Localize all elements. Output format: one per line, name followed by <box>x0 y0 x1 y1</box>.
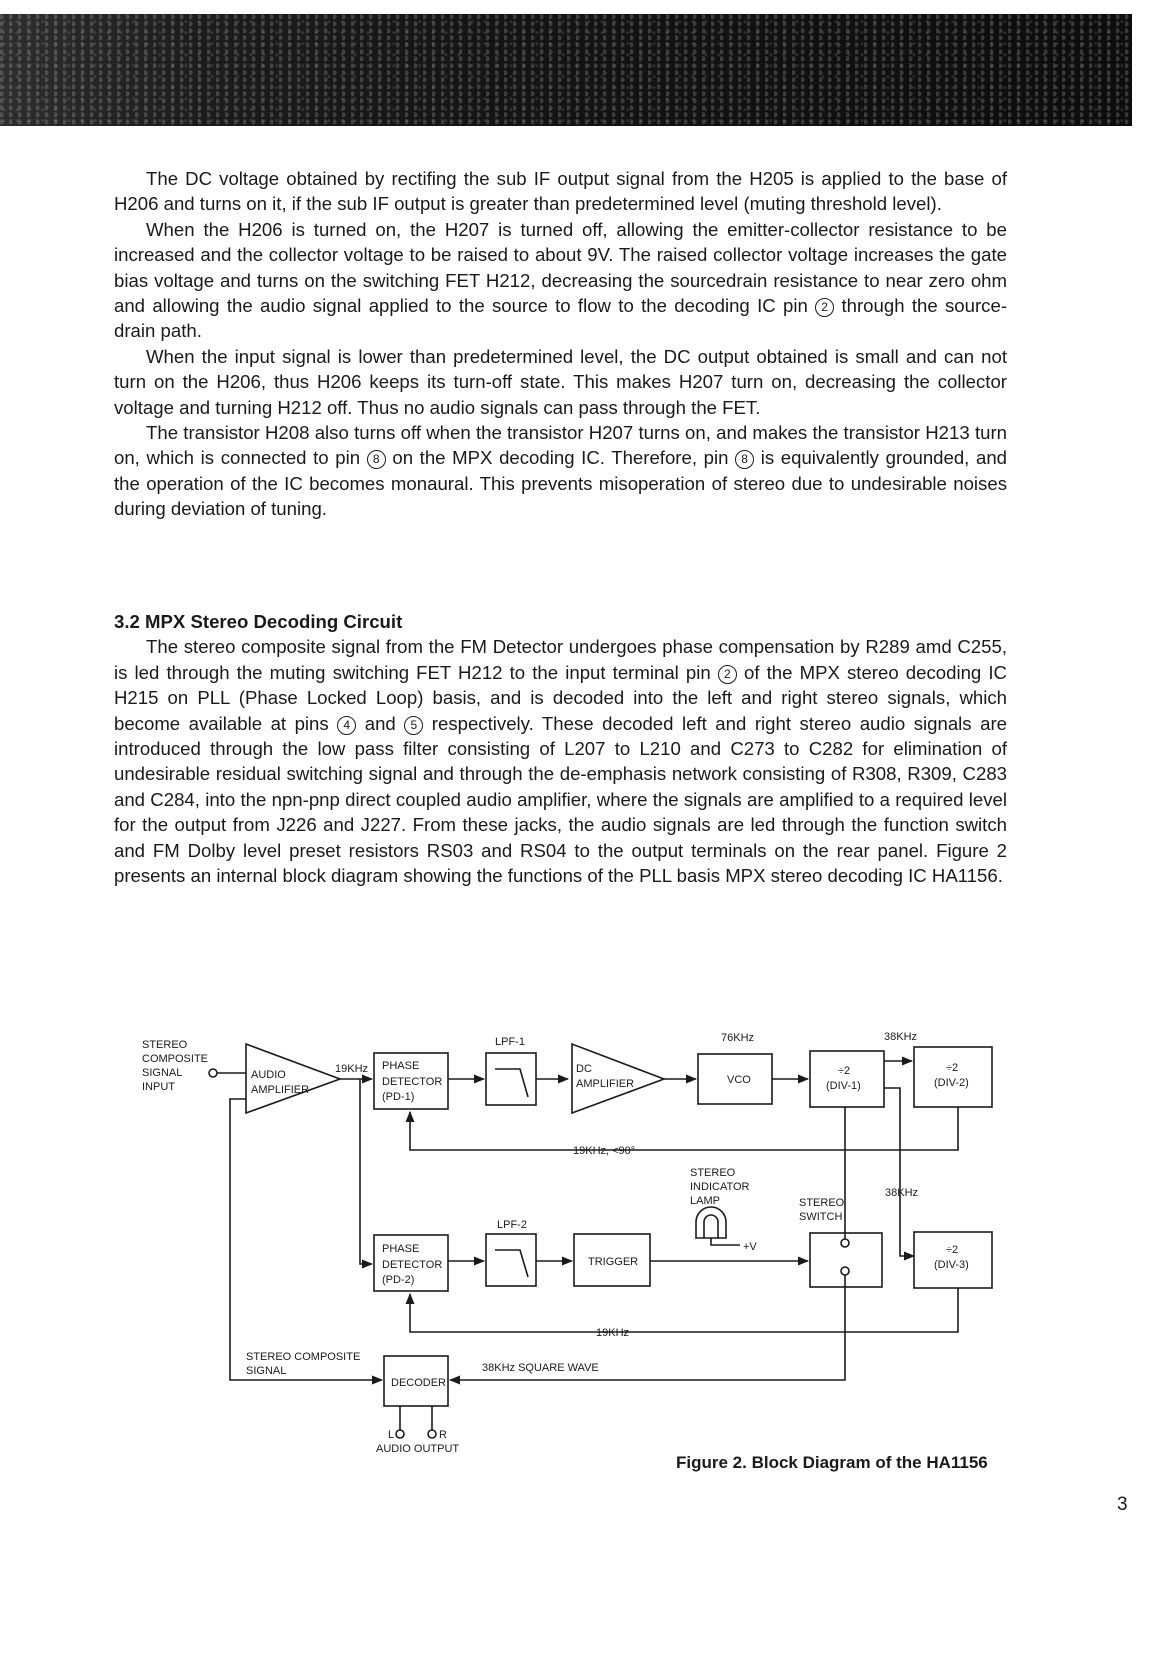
diagram-label: 19KHz <box>596 1327 630 1339</box>
diagram-label: (DIV-1) <box>826 1080 861 1092</box>
pin-marker: 8 <box>367 450 386 469</box>
diagram-label: STEREO <box>799 1197 845 1209</box>
diagram-label: ÷2 <box>946 1244 959 1256</box>
diagram-label: SWITCH <box>799 1211 843 1223</box>
figure-caption: Figure 2. Block Diagram of the HA1156 <box>676 1453 988 1472</box>
diagram-label: SIGNAL <box>142 1067 183 1079</box>
diagram-label: LPF-2 <box>497 1219 527 1231</box>
text-run: on the MPX decoding IC. Therefore, pin <box>392 447 729 469</box>
diagram-label: (DIV-3) <box>934 1259 969 1271</box>
diagram-label: DETECTOR <box>382 1259 443 1271</box>
diagram-label: 38KHz <box>884 1031 918 1043</box>
diagram-label: DC <box>576 1063 592 1075</box>
output-terminal-r <box>428 1430 436 1438</box>
diagram-label: DETECTOR <box>382 1076 443 1088</box>
div1-block <box>810 1051 884 1107</box>
lpf2-block <box>486 1234 536 1286</box>
diagram-label: PHASE <box>382 1243 420 1255</box>
page-number: 3 <box>1117 1494 1128 1515</box>
text-run: The stereo composite signal from the FM Detector undergoes phase compensation by R289 amd C255, is led through the muting switching FET H212 to the input terminal pin <box>114 636 1007 683</box>
diagram-label: R <box>439 1429 447 1441</box>
text-run: When the H206 is turned on, the H207 is turned off, allowing the emitter-collector resistance to be increased and the collector voltage to be raised to about 9V. The raised collector voltage increases the gate bias voltage and turns on the switching FET H212, decreasing the sourcedrain resistance to near zero ohm and allowing the audio signal applied to the source to flow to the decoding IC pin <box>114 218 1007 317</box>
diagram-label: ÷2 <box>838 1065 851 1077</box>
diagram-label: (PD-2) <box>382 1274 415 1286</box>
diagram-label: PHASE <box>382 1060 420 1072</box>
diagram-label: (DIV-2) <box>934 1077 969 1089</box>
lpf1-block <box>486 1053 536 1105</box>
diagram-label: DECODER <box>391 1377 447 1389</box>
diagram-label: STEREO <box>690 1167 736 1179</box>
diagram-label: LAMP <box>690 1195 720 1207</box>
diagram-label: 38KHz SQUARE WAVE <box>482 1362 599 1374</box>
text-run: of the MPX stereo decoding IC H215 on PLL (Phase Locked Loop) basis, and is decoded into the left and right stereo signals, which become available at pins <box>114 661 1007 734</box>
pin-marker: 4 <box>337 716 356 735</box>
pin-marker: 2 <box>718 665 737 684</box>
stereo-indicator-lamp-icon <box>696 1207 726 1238</box>
diagram-label: AMPLIFIER <box>576 1078 635 1090</box>
diagram-label: +V <box>743 1241 757 1253</box>
diagram-label: SIGNAL <box>246 1365 287 1377</box>
diagram-label: INPUT <box>142 1081 175 1093</box>
paragraph-muting-1: The DC voltage obtained by rectifing the sub IF output signal from the H205 is applied to the base of H206 and turns on it, if the sub IF output is greater than predetermined level (muting threshold level). <box>114 168 1007 215</box>
text-run: The transistor H208 also turns off when the transistor H207 turns on, and makes the transistor H213 turn on, which is connected to pin <box>114 422 1007 469</box>
pin-marker: 2 <box>815 298 834 317</box>
input-terminal <box>209 1069 217 1077</box>
diagram-label: COMPOSITE <box>142 1053 209 1065</box>
diagram-label: 19KHz, <90° <box>573 1145 636 1157</box>
diagram-label: 76KHz <box>721 1032 755 1044</box>
pin-marker: 5 <box>404 716 423 735</box>
diagram-label: STEREO <box>142 1039 188 1051</box>
diagram-label: STEREO COMPOSITE <box>246 1351 361 1363</box>
diagram-label: AMPLIFIER <box>251 1084 310 1096</box>
diagram-label: L <box>388 1429 395 1441</box>
text-run: and <box>364 712 396 734</box>
pin-marker: 8 <box>735 450 754 469</box>
paragraph-muting-3: When the input signal is lower than predetermined level, the DC output obtained is small and can not turn on the H206, thus H206 keeps its turn-off state. This makes H207 turn on, decreasing the collector voltage and turning H212 off. Thus no audio signals can pass through the FET. <box>114 345 1007 418</box>
output-terminal-l <box>396 1430 404 1438</box>
diagram-label: AUDIO <box>251 1069 286 1081</box>
text-run: respectively. These decoded left and right stereo audio signals are introduced through the low pass filter consisting of L207 to L210 and C273 to C282 for elimination of undesirable residual switching signal and through the de-emphasis network consisting of R308, R309, C283 and C284, into the npn-pnp direct coupled audio amplifier, where the signals are amplified to a required level for the output from J226 and J227. From these jacks, the audio signals are led through the function switch and FM Dolby level preset resistors RS03 and RS04 to the output terminals on the rear panel. Figure 2 presents an internal block diagram showing the functions of the PLL basis MPX stereo decoding IC HA1156. <box>114 712 1007 887</box>
text-run: is equivalently grounded, and the operation of the IC becomes monaural. This prevents misoperation of stereo due to undesirable noises during deviation of tuning. <box>114 447 1007 520</box>
diagram-label: VCO <box>727 1074 751 1086</box>
diagram-label: INDICATOR <box>690 1181 750 1193</box>
diagram-label: LPF-1 <box>495 1036 525 1048</box>
diagram-label: 19KHz <box>335 1063 369 1075</box>
diagram-label: AUDIO OUTPUT <box>376 1443 460 1455</box>
section-heading: 3.2 MPX Stereo Decoding Circuit <box>114 611 403 632</box>
diagram-label: ÷2 <box>946 1062 959 1074</box>
diagram-label: (PD-1) <box>382 1091 415 1103</box>
diagram-label: TRIGGER <box>588 1256 639 1268</box>
text-run: through the source-drain path. <box>114 295 1008 342</box>
diagram-label: 38KHz <box>885 1187 919 1199</box>
